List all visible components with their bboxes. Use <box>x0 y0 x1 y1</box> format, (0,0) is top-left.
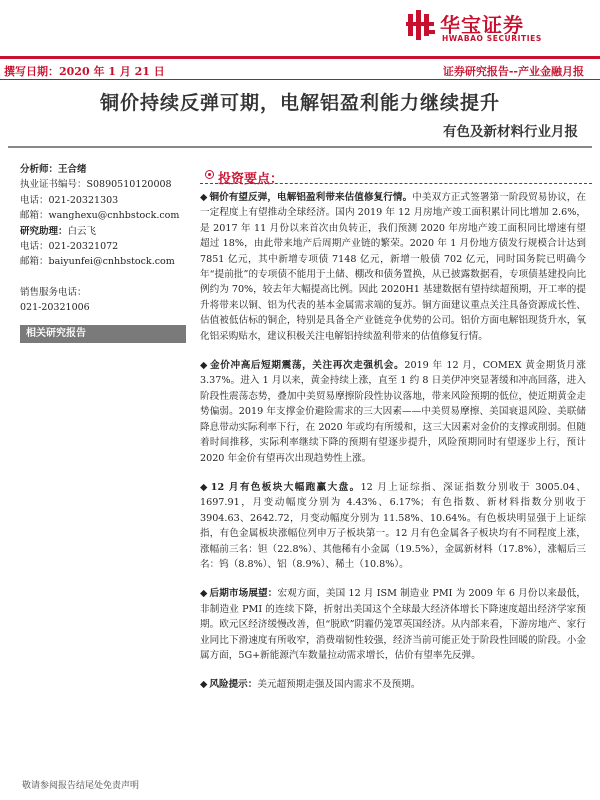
assistant-row <box>20 224 190 239</box>
paragraph-lead: 金价冲高后短期震荡，关注再次走强机会。 <box>210 360 405 372</box>
analyst-name: 王合绪 <box>58 164 87 175</box>
key-points-heading: 投资要点： <box>218 172 284 187</box>
report-date: 撰写日期：2020 年 1 月 21 日 <box>4 65 165 78</box>
assistant-name: 白云飞 <box>67 225 97 237</box>
key-points-body <box>200 190 586 700</box>
paragraph-text: 12 月上证综指、深证指数分别收于 3005.04、1697.91，月变动幅度分别为 4.43%、6.17%；有色指数、新材料指数分别收于 3904.63、2642.72，月变动幅度分别为 11.58%、10.64%。有色板块明显强于上证综指，有色金属板块涨幅位列申万子板块第一。12 月有色金属各子板块均有不同程度上涨，涨幅前三名：钽（22.8%）、其他稀有小金属（19.5%），金属新材料（17.8%），涨幅后三名：钨（8.8%）、铝（8.9%）、稀土（10.8%）。 <box>200 481 586 570</box>
paragraph-text: 2019 年 12 月，COMEX 黄金期货月涨 3.37%。进入 1 月以来，黄金持续上涨，直至 1 约 8 日美伊冲突显著缓和冲高回落，进入阶段性震荡态势，叠加中美贸易摩擦阶段性协议落地，带来风险预期的低位，使近期黄金走势偏弱。2019 年支撑金价避险需求的三大因素——中美贸易摩擦、美国衰退风险、美联储降息带动实际利率下行，在 2020 年或均有所缓和，这三大因素对金价的支撑或削弱。但随着时间推移，实际利率继续下降的预期有望逐步提升，风险预期同时有望逐步上行，预计 2020 年金价有望再次出现趋势性上涨。 <box>200 360 586 464</box>
analyst-sidebar <box>20 162 190 316</box>
paragraph-lead: 风险提示： <box>209 679 258 691</box>
hwabao-logo-icon <box>406 10 436 40</box>
report-subtitle: 有色及新材料行业月报 <box>443 124 578 140</box>
paragraph-text: 中美双方正式签署第一阶段贸易协议，在一定程度上有望推动全球经济。国内 2019 年 12 月房地产竣工面积累计同比增加 2.6%，是 2017 年 11 月份以来首次由负转正，我们预测 2020 年房地产竣工面积同比增速有望超过 18%，由此带来地产后周期产业链的繁荣。2020 年 1 月份地方债发行规模合计达到 7851 亿元，其中新增专项债 7148 亿元，新增一般债 702 亿元，同时国务院已明确今年“提前批”的专项债不能用于土储、棚改和债务置换，从已披露数据看，专项债基建投向比例约为 70%，较去年大幅提高比例。因此 2020H1 基建数据有望持续超预期，开工率的提升将带来以铜、铝为代表的基本金属需求端的复苏。铜方面建议重点关注具备资源成长性、估值被低估标的铜企，特别是具备全产业链竞争优势的公司。铝价方面电解铝现货升水，氧化铝采购贴水，建议积极关注电解铝持续盈利带来的估值修复行情。 <box>200 192 587 342</box>
diamond-bullet-icon: ◆ <box>200 360 209 372</box>
analyst-row <box>20 162 190 177</box>
sales-label: 销售服务电话： <box>20 286 87 298</box>
brand-name-cn: 华宝证券 <box>440 13 524 37</box>
paragraph-sector-performance <box>200 480 586 572</box>
key-points-divider <box>200 183 592 184</box>
paragraph-outlook <box>200 586 586 663</box>
analyst-phone: 电话：021-20321303 <box>20 194 119 206</box>
paragraph-lead: 后期市场展望： <box>209 588 278 600</box>
brand-logo <box>406 8 586 48</box>
brand-name-en: HWABAO SECURITIES <box>442 34 542 43</box>
assistant-email[interactable]: 邮箱：baiyunfei@cnhbstock.com <box>20 256 175 268</box>
paragraph-lead: 12 月有色板块大幅跑赢大盘。 <box>210 481 361 493</box>
report-type: 证券研究报告--产业金融月报 <box>442 65 584 78</box>
title-divider <box>8 146 592 148</box>
paragraph-gold <box>200 358 586 466</box>
diamond-bullet-icon: ◆ <box>200 481 209 493</box>
diamond-bullet-icon: ◆ <box>200 679 208 691</box>
sales-phone: 021-20321006 <box>20 302 90 314</box>
diamond-bullet-icon: ◆ <box>200 192 208 203</box>
disclaimer-footer: 敬请参阅报告结尾处免责声明 <box>22 781 140 791</box>
analyst-label: 分析师： <box>20 164 59 175</box>
paragraph-risk <box>200 677 586 692</box>
paragraph-lead: 铜价有望反弹，电解铝盈利带来估值修复行情。 <box>209 192 413 203</box>
report-title: 铜价持续反弹可期，电解铝盈利能力继续提升 <box>99 92 500 114</box>
related-reports-header: 相关研究报告 <box>20 325 186 343</box>
paragraph-copper-aluminum <box>200 190 586 344</box>
header-divider <box>0 79 600 80</box>
paragraph-text: 美元超预期走强及国内需求不及预期。 <box>257 679 421 691</box>
diamond-bullet-icon: ◆ <box>200 588 208 600</box>
bullet-circle-icon <box>205 170 214 179</box>
analyst-email[interactable]: 邮箱：wanghexu@cnhbstock.com <box>20 210 180 222</box>
assistant-phone: 电话：021-20321072 <box>20 241 119 253</box>
header-rule <box>0 56 600 59</box>
assistant-label: 研究助理： <box>20 225 68 237</box>
paragraph-text: 宏观方面，美国 12 月 ISM 制造业 PMI 为 2009 年 6 月份以来最低，非制造业 PMI 的连续下降，折射出美国这个全球最大经济体增长下降速度超出经济学家预期。欧元区经济缓慢改善，但“脱欧”阴霾仍笼罩英国经济。从内部来看，下游房地产、家行业同比下滑速度有所收窄，消费端韧性较强，经济当前可能正处于阶段性回暖的阶段。小金属方面，5G+新能源汽车数量拉动需求增长，估价有望率先反弹。 <box>200 588 586 661</box>
license-number: 执业证书编号：S0890510120008 <box>20 179 172 191</box>
